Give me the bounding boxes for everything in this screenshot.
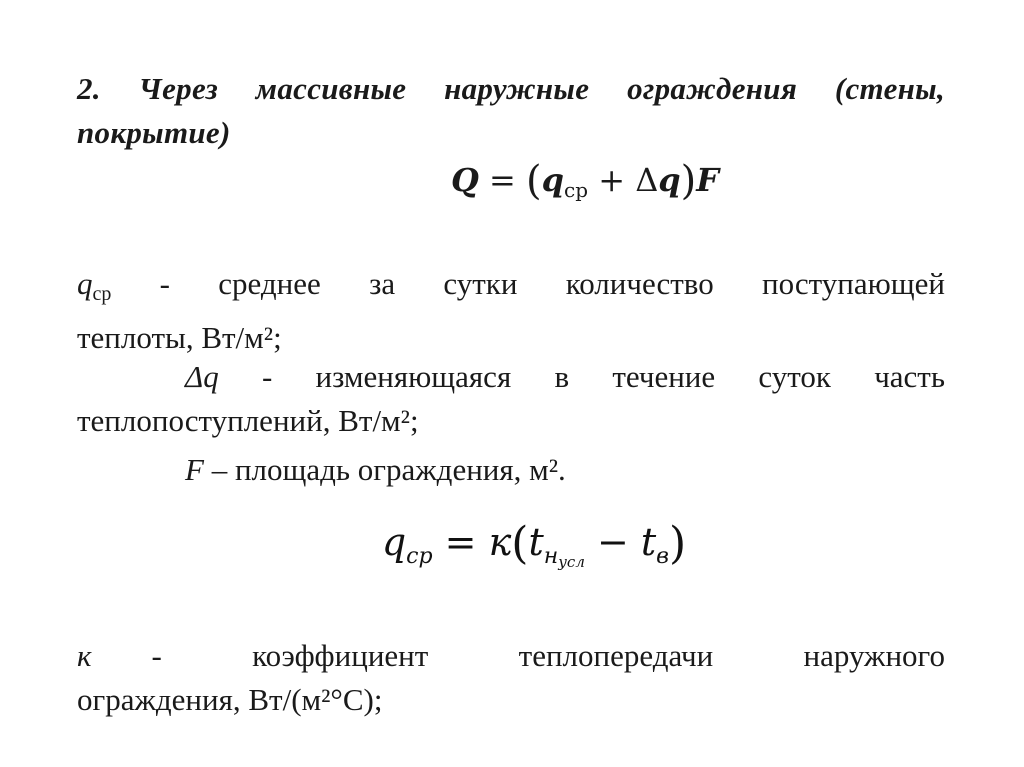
formula-F: F bbox=[696, 161, 719, 199]
definition-dq-line-2: теплопоступлений, Вт/м²; bbox=[77, 403, 419, 438]
definition-dq-symbol: Δq bbox=[185, 359, 219, 394]
definition-k-text: - коэффициент теплопередачи наружного bbox=[151, 638, 945, 673]
formula2-t2: t bbox=[640, 520, 657, 564]
definition-qcp-line-2: теплоты, Вт/м²; bbox=[77, 320, 282, 355]
formula2-q: q bbox=[381, 520, 407, 564]
definition-F-symbol: F bbox=[185, 452, 204, 487]
definition-qcp-symbol: $q_{ср}$ bbox=[77, 266, 112, 305]
formula-q: q bbox=[541, 161, 565, 199]
definition-dq bbox=[77, 355, 945, 443]
formula2-k: к bbox=[488, 520, 512, 564]
heading-line-1: 2. Через массивные наружные ограждения (стены, bbox=[77, 71, 945, 106]
formula-open-paren: ( bbox=[526, 158, 542, 204]
formula2-equals: = bbox=[432, 520, 489, 564]
definition-F-text: – площадь ограждения, м². bbox=[203, 452, 566, 487]
formula2-close-paren: ) bbox=[668, 518, 687, 569]
formula-equals: = bbox=[478, 161, 527, 199]
definition-F bbox=[77, 448, 945, 492]
formula2-t1-sub: нусл bbox=[543, 544, 585, 571]
definition-k bbox=[77, 634, 945, 722]
definition-k-symbol: к bbox=[77, 638, 92, 673]
formula2-t1-subsub: усл bbox=[558, 553, 585, 571]
formula2-t2-sub: в bbox=[656, 544, 669, 569]
formula2-t1: t bbox=[528, 520, 544, 564]
formula-dq: q bbox=[658, 161, 681, 199]
formula-qcp bbox=[22, 518, 1024, 571]
formula-close-paren: ) bbox=[680, 158, 697, 204]
formula-q-sub: ср bbox=[564, 178, 589, 202]
formula-Q: Q bbox=[451, 161, 479, 199]
formula2-minus: − bbox=[584, 520, 641, 564]
definition-dq-text: - изменяющаяся в течение суток часть bbox=[218, 359, 945, 394]
definition-k-line-2: ограждения, Вт/(м²°С); bbox=[77, 682, 383, 717]
heading-line-2: покрытие) bbox=[77, 115, 231, 150]
formula2-open-paren: ( bbox=[511, 518, 529, 569]
definition-qcp bbox=[77, 262, 945, 360]
definition-qcp-text: - среднее за сутки количество поступающей bbox=[111, 266, 945, 301]
formula2-q-sub: ср bbox=[406, 544, 433, 569]
formula-plus-delta: + Δ bbox=[588, 161, 659, 199]
formula-heat-gain bbox=[73, 158, 1024, 204]
section-heading bbox=[77, 67, 945, 155]
